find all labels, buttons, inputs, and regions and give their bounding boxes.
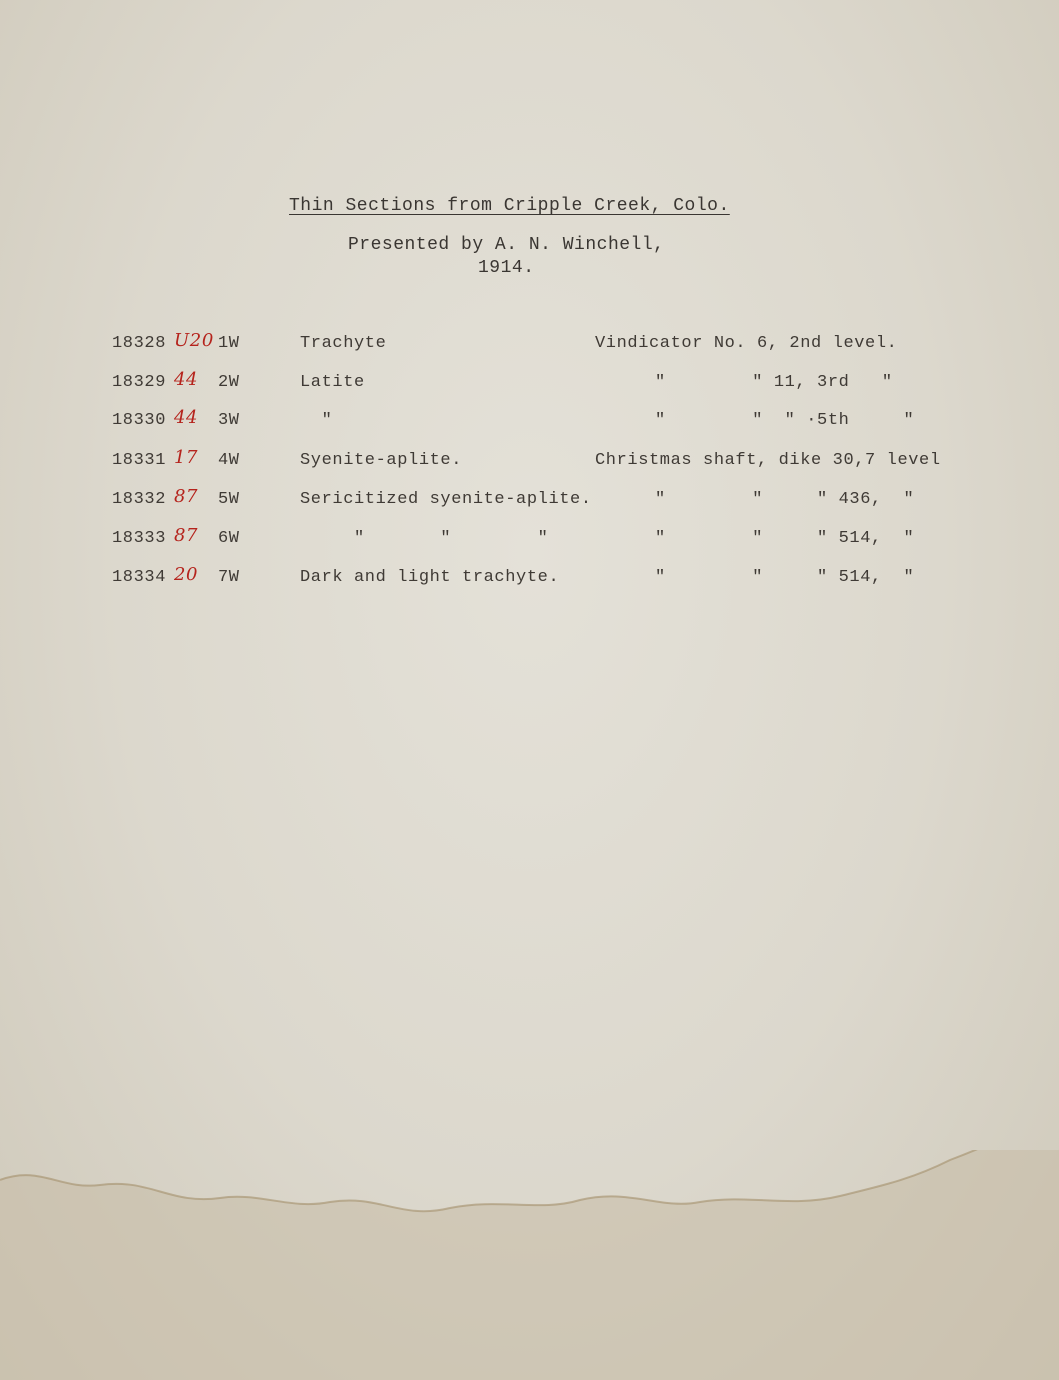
catalog-number: 18329: [112, 373, 167, 392]
section-code: 2W: [218, 373, 240, 392]
rock-type: ": [300, 411, 333, 430]
table-row: [0, 486, 1059, 520]
section-code: 1W: [218, 334, 240, 353]
catalog-number: 18334: [112, 568, 167, 587]
catalog-number: 18331: [112, 451, 167, 470]
table-row: [0, 447, 1059, 481]
red-handwritten-mark: 17: [174, 447, 199, 468]
catalog-number: 18332: [112, 490, 167, 509]
rock-type: Syenite-aplite.: [300, 451, 463, 470]
location: Vindicator No. 6, 2nd level.: [595, 334, 898, 353]
rock-type: Trachyte: [300, 334, 387, 353]
red-handwritten-mark: 44: [174, 369, 199, 390]
table-row: [0, 330, 1059, 364]
location: " " " 514, ": [655, 529, 915, 548]
red-handwritten-mark: U20: [174, 330, 214, 351]
location: " " " 436, ": [655, 490, 915, 509]
catalog-number: 18328: [112, 334, 167, 353]
red-handwritten-mark: 20: [174, 564, 199, 585]
red-handwritten-mark: 87: [174, 486, 199, 507]
year: 1914.: [478, 258, 535, 278]
location: Christmas shaft, dike 30,7 level: [595, 451, 941, 470]
location: " " " 514, ": [655, 568, 915, 587]
section-code: 4W: [218, 451, 240, 470]
section-code: 7W: [218, 568, 240, 587]
presented-by: Presented by A. N. Winchell,: [348, 235, 665, 255]
red-handwritten-mark: 44: [174, 407, 199, 428]
water-stain: [0, 1150, 1059, 1380]
rock-type: Dark and light trachyte.: [300, 568, 560, 587]
location: " " 11, 3rd ": [655, 373, 893, 392]
catalog-number: 18333: [112, 529, 167, 548]
rock-type: " " ": [300, 529, 549, 548]
red-handwritten-mark: 87: [174, 525, 199, 546]
table-row: [0, 407, 1059, 441]
table-row: [0, 564, 1059, 598]
location: " " " ·5th ": [655, 411, 915, 430]
document-title: Thin Sections from Cripple Creek, Colo.: [289, 196, 730, 216]
table-row: [0, 525, 1059, 559]
section-code: 6W: [218, 529, 240, 548]
rock-type: Latite: [300, 373, 365, 392]
rock-type: Sericitized syenite-aplite.: [300, 490, 592, 509]
section-code: 5W: [218, 490, 240, 509]
table-row: [0, 369, 1059, 403]
catalog-number: 18330: [112, 411, 167, 430]
section-code: 3W: [218, 411, 240, 430]
